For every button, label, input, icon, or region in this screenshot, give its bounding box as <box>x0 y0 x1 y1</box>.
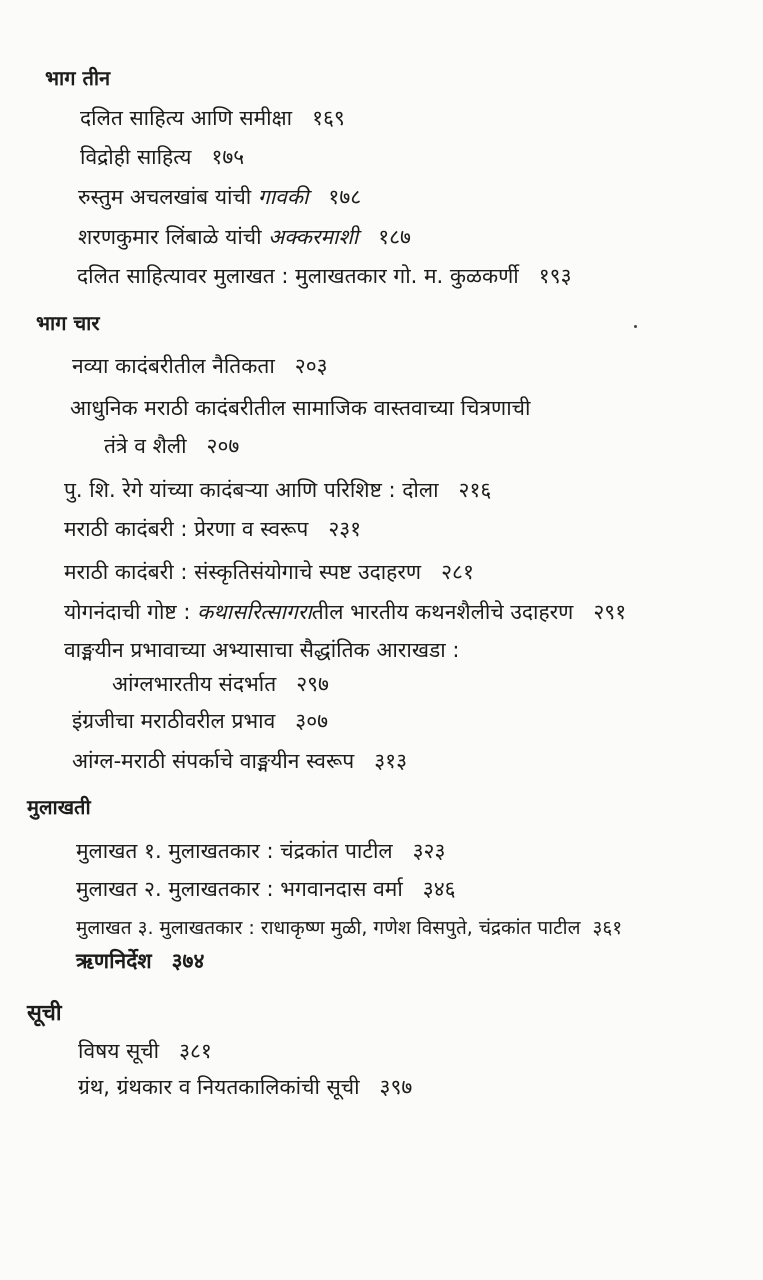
page-number: २८१ <box>441 560 474 584</box>
page-number: १६९ <box>312 106 345 130</box>
toc-entry-continued: तंत्रे व शैली २०७ <box>104 434 240 458</box>
page-number: ३४६ <box>422 877 456 901</box>
toc-entry: मुलाखत २. मुलाखतकार : भगवानदास वर्मा ३४६ <box>76 877 456 901</box>
toc-entry: इंग्रजीचा मराठीवरील प्रभाव ३०७ <box>72 709 329 733</box>
toc-entry: विषय सूची ३८१ <box>78 1039 212 1063</box>
page-number: ३८१ <box>179 1039 212 1063</box>
toc-entry: शरणकुमार लिंबाळे यांची अक्करमाशी १८७ <box>78 225 411 249</box>
toc-entry: मराठी कादंबरी : प्रेरणा व स्वरूप २३१ <box>64 517 362 541</box>
page-number: ३९७ <box>379 1075 413 1099</box>
page-number: २९७ <box>296 672 329 696</box>
toc-entry: मुलाखत १. मुलाखतकार : चंद्रकांत पाटील ३२३ <box>76 839 446 863</box>
page-number: ३१३ <box>374 749 407 773</box>
page-number: २१६ <box>458 478 492 502</box>
toc-entry: योगनंदाची गोष्ट : कथासरित्सागरातील भारतीय कथनशैलीचे उदाहरण २९१ <box>64 600 627 624</box>
toc-entry: मराठी कादंबरी : संस्कृतिसंयोगाचे स्पष्ट उदाहरण २८१ <box>64 560 474 584</box>
toc-entry-continued: आंग्लभारतीय संदर्भात २९७ <box>112 672 329 696</box>
section-heading: भाग तीन <box>45 66 111 90</box>
toc-entry: विद्रोही साहित्य १७५ <box>80 145 245 169</box>
toc-entry: दलित साहित्य आणि समीक्षा १६९ <box>80 106 345 130</box>
section-heading: भाग चार <box>36 311 100 335</box>
toc-entry: मुलाखत ३. मुलाखतकार : राधाकृष्ण मुळी, गणेश विसपुते, चंद्रकांत पाटील ३६१ <box>76 917 623 939</box>
section-heading: मुलाखती <box>27 795 91 819</box>
stray-mark <box>634 325 637 328</box>
page-number: १७५ <box>211 145 245 169</box>
toc-entry: आधुनिक मराठी कादंबरीतील सामाजिक वास्तवाच्या चित्रणाची <box>70 396 531 420</box>
toc-entry: ऋणनिर्देश ३७४ <box>76 949 205 973</box>
toc-entry: ग्रंथ, ग्रंथकार व नियतकालिकांची सूची ३९७ <box>78 1075 413 1099</box>
page-number: २०३ <box>294 354 328 378</box>
page-number: २९१ <box>593 600 627 624</box>
toc-entry: वाङ्मयीन प्रभावाच्या अभ्यासाचा सैद्धांतिक आराखडा : <box>64 638 460 662</box>
page-number: ३२३ <box>412 839 446 863</box>
toc-entry: आंग्ल-मराठी संपर्काचे वाङ्मयीन स्वरूप ३१३ <box>72 749 407 773</box>
page-number: १८७ <box>378 225 411 249</box>
page-number: ३६१ <box>592 917 623 939</box>
page-number: ३७४ <box>171 949 205 973</box>
toc-entry: पु. शि. रेगे यांच्या कादंबऱ्या आणि परिशिष्ट : दोला २१६ <box>64 478 492 502</box>
toc-entry: रुस्तुम अचलखांब यांची गावकी १७८ <box>78 185 362 209</box>
page-number: १९३ <box>538 264 572 288</box>
section-heading: सूची <box>27 1001 62 1026</box>
page-number: १७८ <box>328 185 362 209</box>
page-number: २०७ <box>206 434 240 458</box>
toc-entry: नव्या कादंबरीतील नैतिकता २०३ <box>72 354 328 378</box>
page-number: २३१ <box>328 517 362 541</box>
toc-entry: दलित साहित्यावर मुलाखत : मुलाखतकार गो. म. कुळकर्णी १९३ <box>77 264 572 288</box>
page-number: ३०७ <box>295 709 329 733</box>
